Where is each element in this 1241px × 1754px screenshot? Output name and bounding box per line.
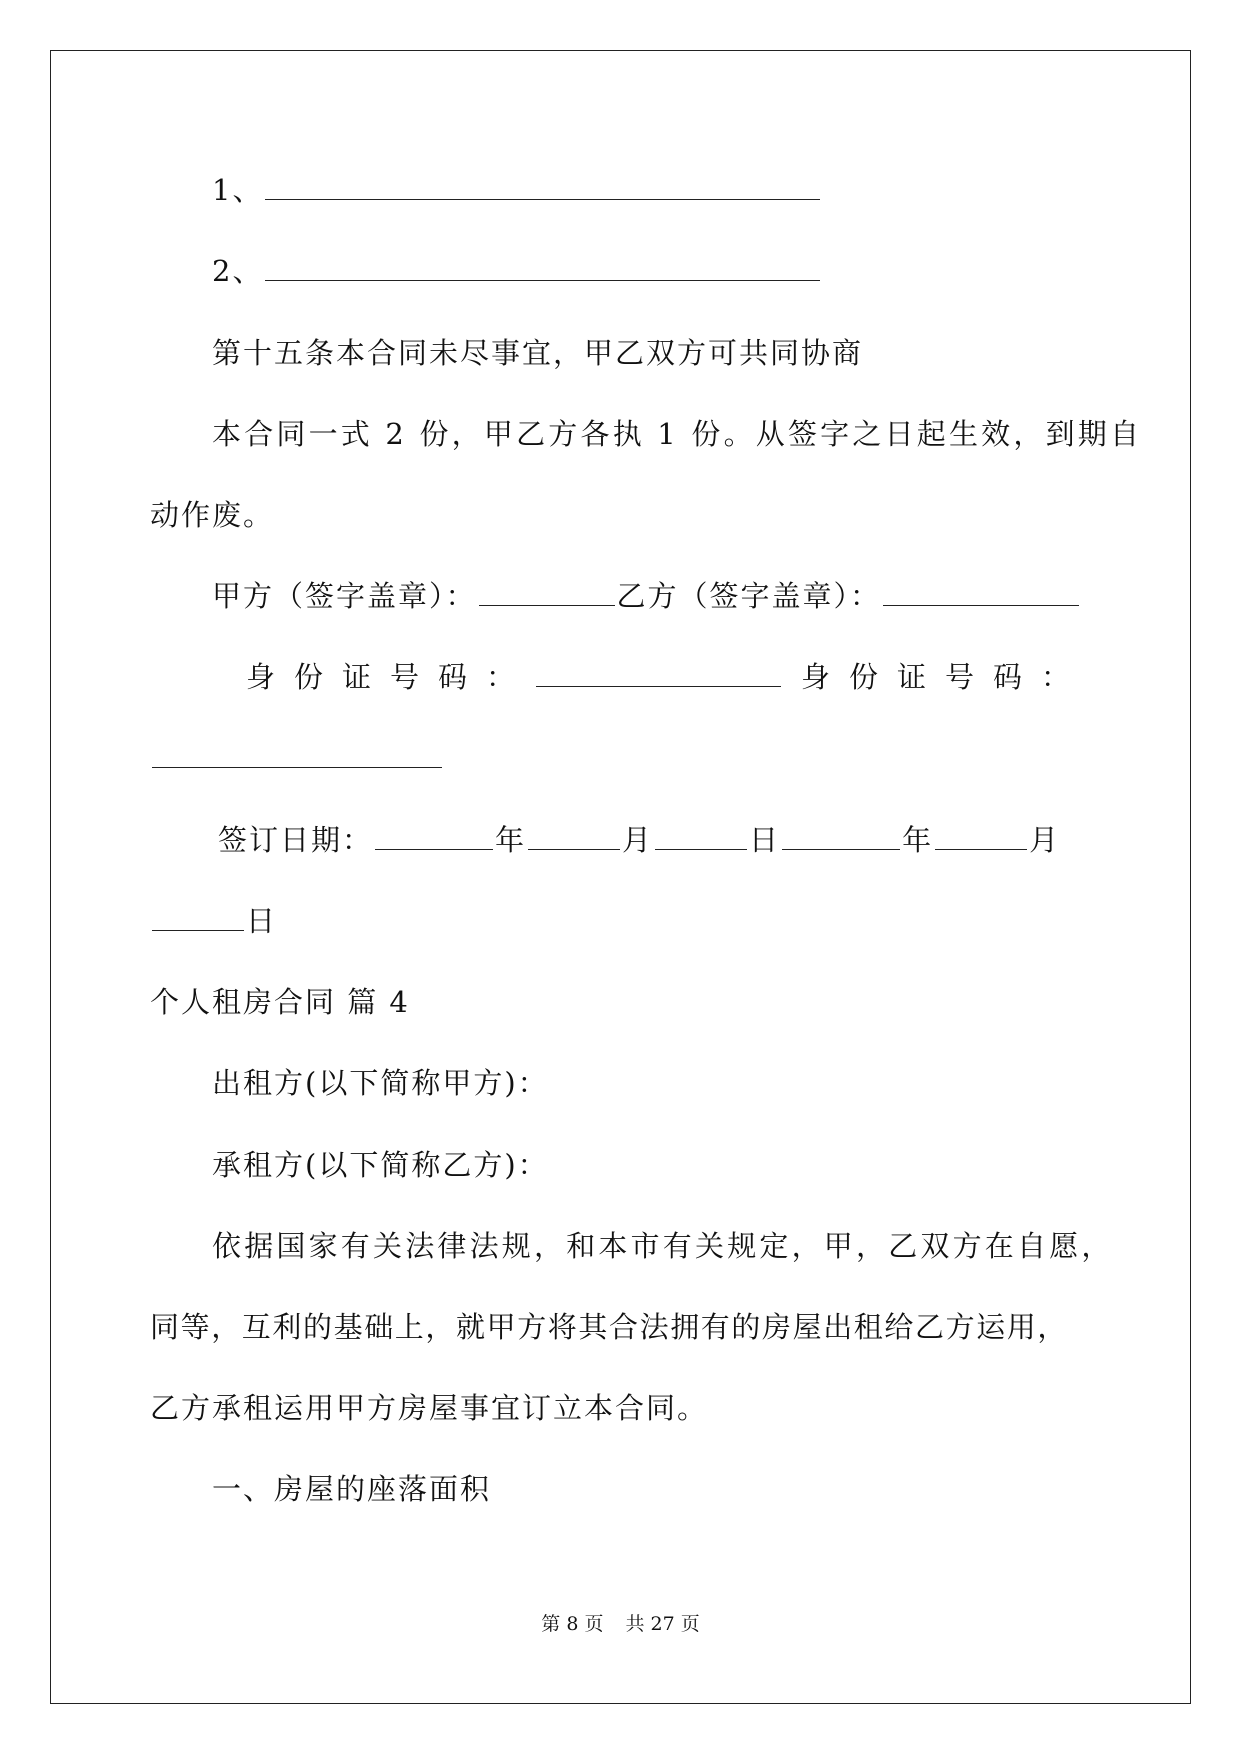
id-number-a-blank[interactable] xyxy=(536,662,781,687)
blank-item-1 xyxy=(212,170,822,210)
page-footer xyxy=(0,1612,1241,1636)
copies-clause-line-1: 本合同一式 2 份，甲乙方各执 1 份。从签字之日起生效，到期自 xyxy=(212,417,1143,451)
month-label-2: 月 xyxy=(1029,823,1061,857)
fill-in-blank[interactable] xyxy=(265,256,820,281)
party-a-sign-label: 甲方（签字盖章）： xyxy=(212,579,477,613)
basis-line-1: 依据国家有关法律法规，和本市有关规定，甲，乙双方在自愿， xyxy=(212,1229,1114,1263)
fill-in-blank[interactable] xyxy=(265,175,820,200)
month-blank-2[interactable] xyxy=(935,825,1027,850)
clause-1-heading: 一、房屋的座落面积 xyxy=(212,1472,492,1506)
party-a-sign-blank[interactable] xyxy=(479,581,615,606)
basis-line-3: 乙方承租运用甲方房屋事宜订立本合同。 xyxy=(150,1391,709,1425)
party-b-sign-label: 乙方（签字盖章）： xyxy=(616,579,882,613)
year-blank[interactable] xyxy=(375,825,493,850)
year-blank-2[interactable] xyxy=(782,825,900,850)
page-border xyxy=(50,50,1191,1704)
day-label: 日 xyxy=(749,823,781,857)
section-title: 个人租房合同 篇 4 xyxy=(150,985,410,1019)
party-b-sign-blank[interactable] xyxy=(883,581,1079,606)
id-label-a: 身份证号码： xyxy=(246,660,535,694)
day-blank-2[interactable] xyxy=(152,906,244,931)
copies-clause-line-2: 动作废。 xyxy=(150,498,275,532)
page-number: 第 8 页 xyxy=(541,1613,604,1635)
id-number-row xyxy=(246,657,1089,697)
day-label-2: 日 xyxy=(246,904,278,938)
lessee-line: 承租方(以下简称乙方)： xyxy=(212,1148,549,1182)
month-label: 月 xyxy=(622,823,654,857)
total-pages: 共 27 页 xyxy=(625,1613,700,1635)
month-blank[interactable] xyxy=(528,825,620,850)
lessor-line: 出租方(以下简称甲方)： xyxy=(212,1066,549,1100)
year-label: 年 xyxy=(495,823,527,857)
id-number-b-blank[interactable] xyxy=(152,743,442,768)
item-number: 2、 xyxy=(212,254,264,288)
sign-date-row xyxy=(218,820,1060,860)
day-blank[interactable] xyxy=(655,825,747,850)
id-label-b: 身份证号码： xyxy=(801,660,1090,694)
article-15: 第十五条本合同未尽事宜，甲乙双方可共同协商 xyxy=(212,336,864,370)
date-label: 签订日期： xyxy=(218,823,374,857)
basis-line-2: 同等，互利的基础上，就甲方将其合法拥有的房屋出租给乙方运用， xyxy=(150,1310,1069,1344)
item-number: 1、 xyxy=(212,173,264,207)
blank-item-2 xyxy=(212,251,822,291)
id-number-b-row xyxy=(150,738,444,778)
year-label-2: 年 xyxy=(902,823,934,857)
sign-date-row-2 xyxy=(150,901,277,941)
signature-row xyxy=(212,576,1081,616)
